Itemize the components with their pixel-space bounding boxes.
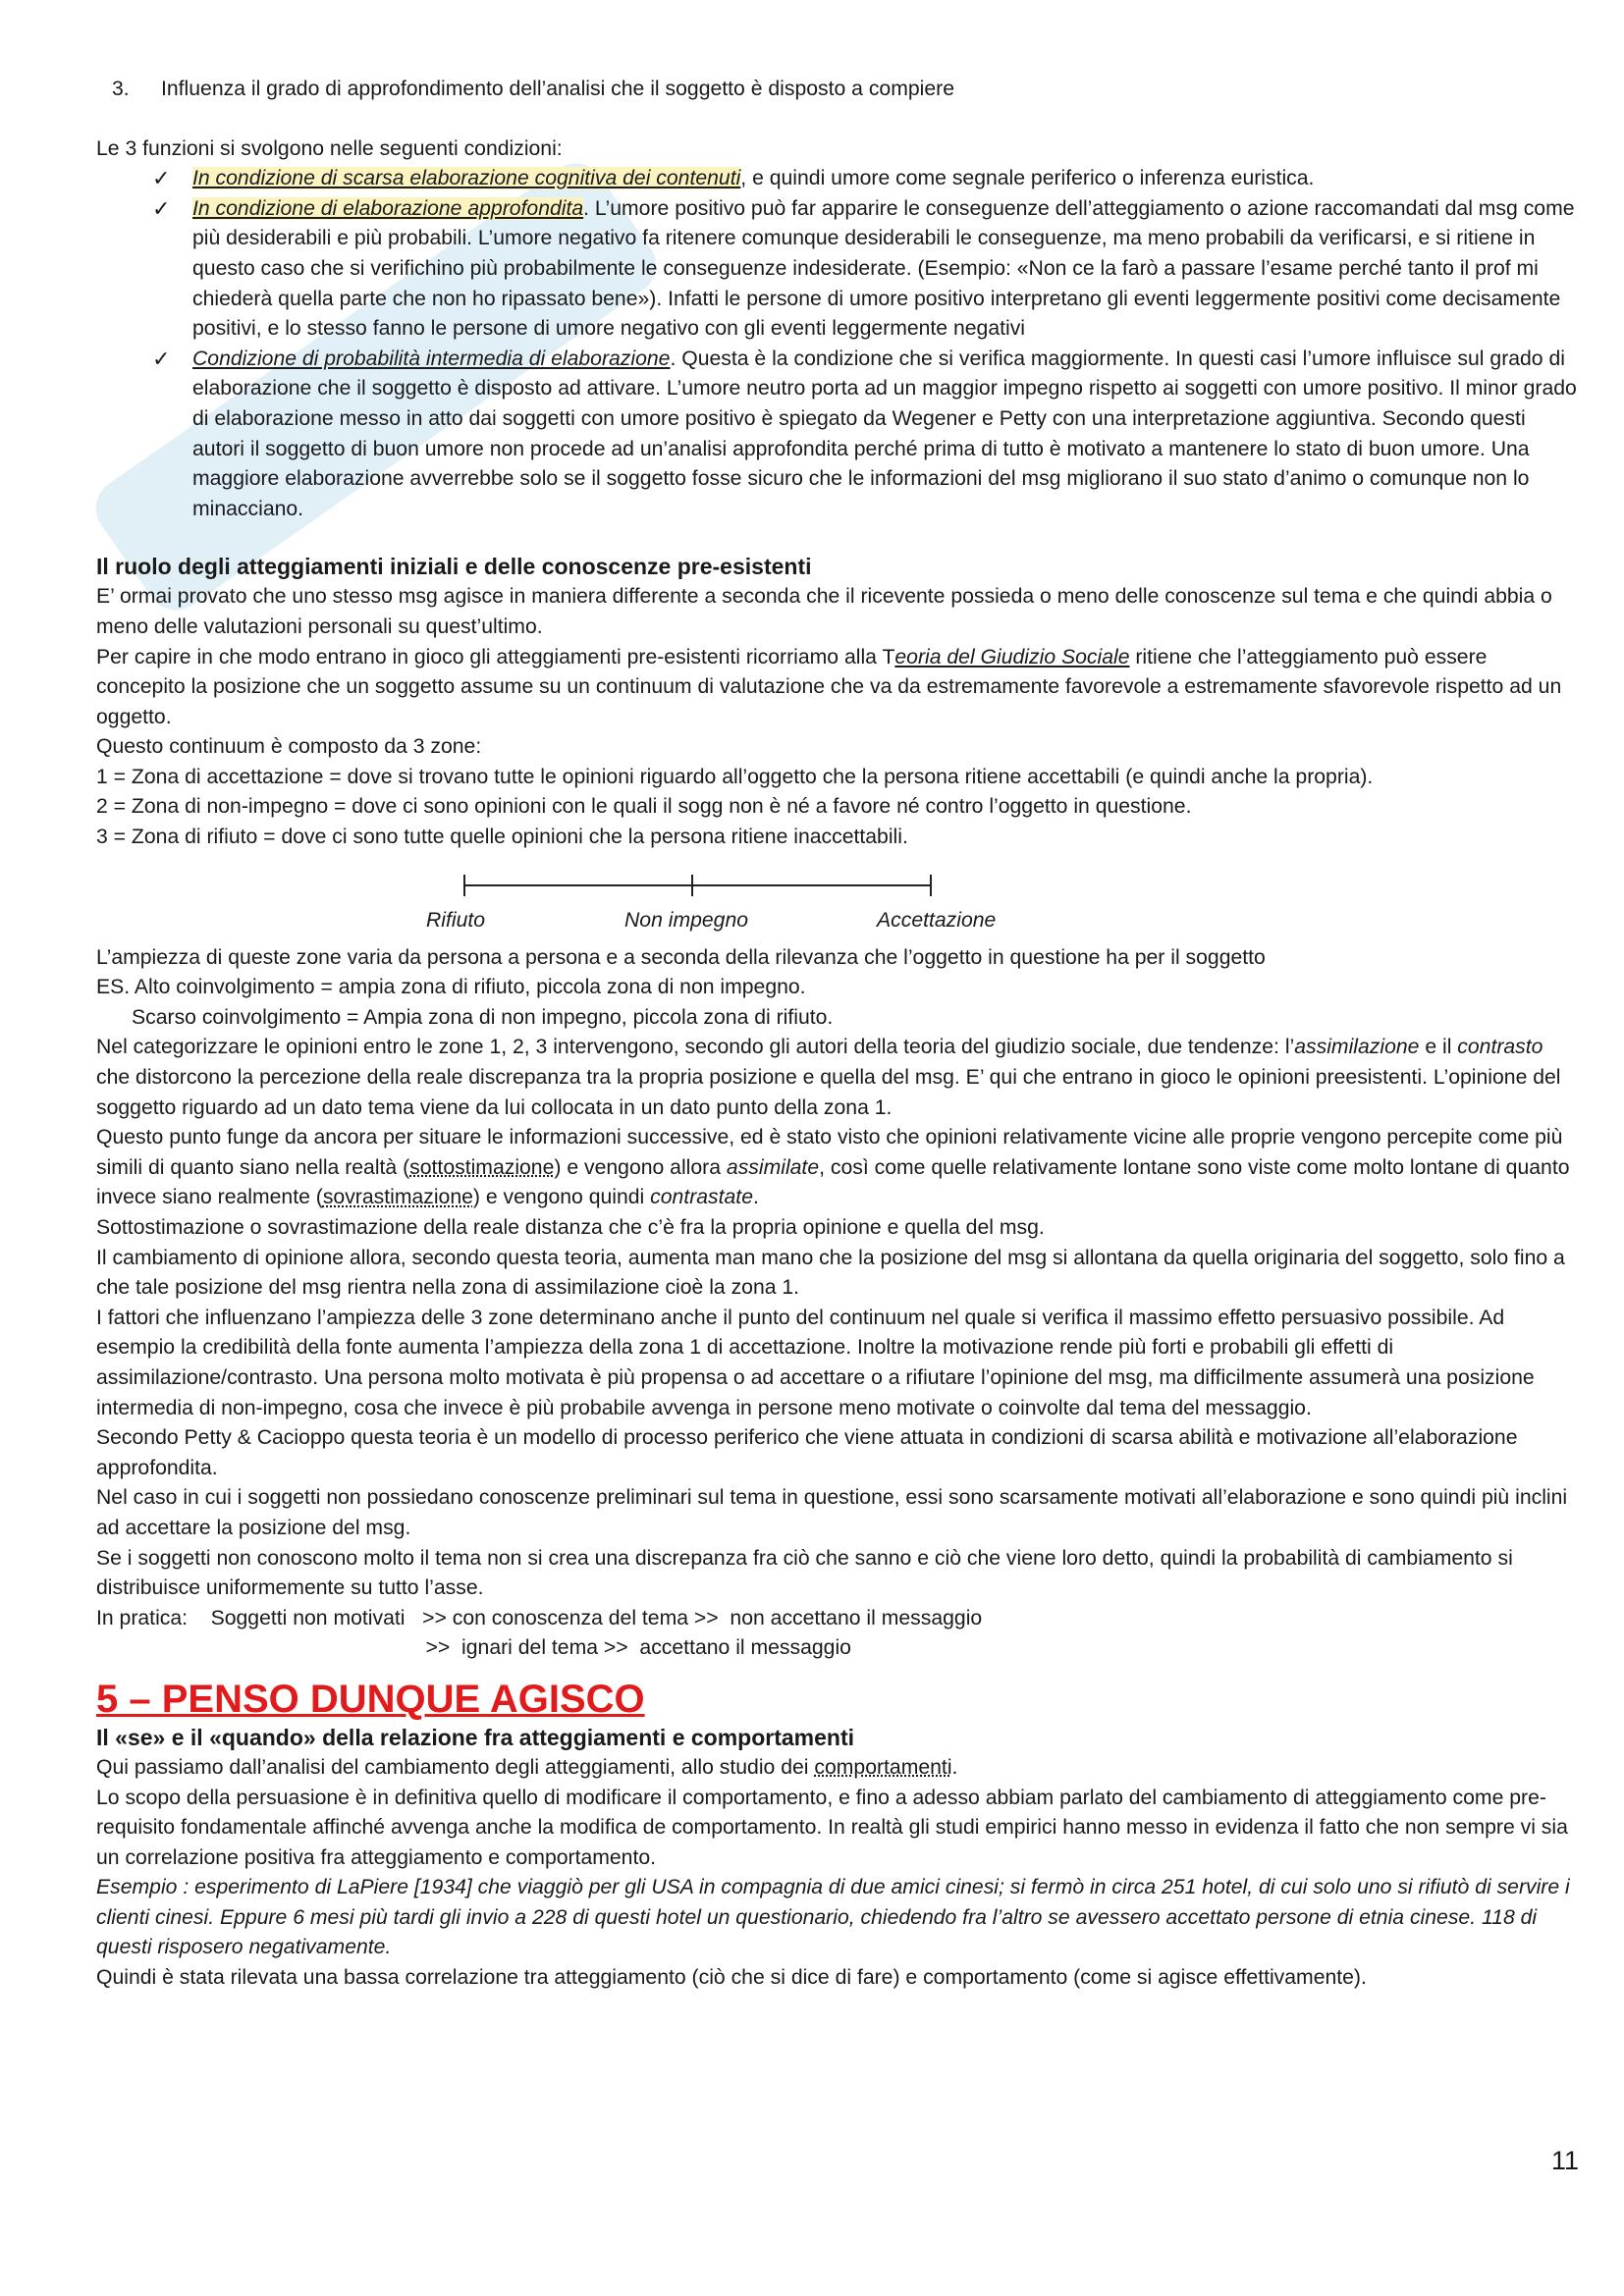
- practice-line-1: In pratica: Soggetti non motivati >> con conoscenza del tema >> non accettano il messaggio: [96, 1606, 983, 1629]
- text-run: che distorcono la percezione della reale discrepanza tra la propria posizione e quella del msg. E’ qui che entrano in gioco le opinioni preesistenti. L’opinione del soggetto riguardo ad un dato tema viene da lui collocata in un dato punto della zona 1.: [96, 1066, 1561, 1119]
- paragraph: [96, 1753, 1579, 1784]
- section-heading-ruolo: Il ruolo degli atteggiamenti iniziali e delle conoscenze pre-esistenti: [96, 554, 812, 580]
- term-assimilazione: assimilazione: [1294, 1036, 1420, 1059]
- conditions-list: [96, 164, 1579, 524]
- paragraph: [96, 1033, 1579, 1123]
- example-paragraph: Esempio : esperimento di LaPiere [1934] che viaggiò per gli USA in compagnia di due amici cinesi; si fermò in circa 251 hotel, di cui solo uno si rifiutò di servire i clienti cinesi. Eppure 6 mesi più tardi gli invio a 228 di questi hotel un questionario, chiedendo fra l’altro se avessero accettato persone di etnia cinese. 118 di questi risposero negativamente.: [96, 1876, 1570, 1959]
- condition-item: [96, 194, 1579, 345]
- text-run: Qui passiamo dall’analisi del cambiamento degli atteggiamenti, allo studio dei: [96, 1755, 815, 1779]
- example-line: Scarso coinvolgimento = Ampia zona di non impegno, piccola zona di rifiuto.: [132, 1005, 834, 1029]
- paragraph: Quindi è stata rilevata una bassa correlazione tra atteggiamento (ciò che si dice di fare) e comportamento (come si agisce effettivamente).: [96, 1966, 1367, 1990]
- condition-label: In condizione di elaborazione approfondita: [192, 196, 584, 220]
- numbered-item-3: [96, 75, 1579, 105]
- section-title-5: 5 – PENSO DUNQUE AGISCO: [96, 1677, 645, 1721]
- paragraph: E’ ormai provato che uno stesso msg agisce in maniera differente a seconda che il ricevente possieda o meno delle conoscenze sul tema e che quindi abbia o meno delle valutazioni personali su quest’ultimo.: [96, 585, 1552, 638]
- zone-2-definition: 2 = Zona di non-impegno = dove ci sono opinioni con le quali il sogg non è né a favore né contro l’oggetto in questione.: [96, 795, 1192, 819]
- item-number: 3.: [112, 78, 130, 100]
- zone-1-definition: 1 = Zona di accettazione = dove si trovano tutte le opinioni riguardo all’oggetto che la persona ritiene accettabili (e quindi anche la propria).: [96, 765, 1374, 788]
- text-run: .: [752, 1186, 759, 1209]
- paragraph: Lo scopo della persuasione è in definitiva quello di modificare il comportamento, e fino a adesso abbiam parlato del cambiamento di atteggiamento come pre-requisito fondamentale affinché avvenga anche la modifica de comportamento. In realtà gli studi empirici hanno messo in evidenza il fatto che non sempre vi sia un correlazione positiva fra atteggiamento e comportamento.: [96, 1786, 1568, 1869]
- text-run: Per capire in che modo entrano in gioco gli atteggiamenti pre-esistenti ricorriamo alla T: [96, 645, 895, 668]
- continuum-axis: [450, 871, 941, 900]
- paragraph: [96, 643, 1579, 733]
- zone-3-definition: 3 = Zona di rifiuto = dove ci sono tutte quelle opinioni che la persona ritiene inaccettabili.: [96, 826, 908, 849]
- checkmark-icon: ✓: [152, 195, 171, 221]
- page-number: 11: [1550, 2146, 1579, 2175]
- paragraph: [96, 1123, 1579, 1213]
- condition-label: Condizione di probabilità intermedia di elaborazione: [192, 347, 671, 370]
- condition-text: . Questa è la condizione che si verifica maggiormente. In questi casi l’umore influisce sul grado di elaborazione che il soggetto è disposto ad attivare. L’umore neutro porta ad un maggior impegno rispetto ai soggetti con umore positivo. Il minor grado di elaborazione messo in atto dai soggetti con umore positivo è spiegato da Wegener e Petty con una interpretazione aggiuntiva. Secondo questi autori il soggetto di buon umore non procede ad un’analisi approfondita perché prima di tutto è motivato a mantenere lo stato di buon umore. Una maggiore elaborazione avverrebbe solo se il soggetto fosse sicuro che le informazioni del msg migliorano il suo stato d’animo o comunque non lo minacciano.: [192, 347, 1577, 520]
- item-text: Influenza il grado di approfondimento dell’analisi che il soggetto è disposto a compiere: [161, 78, 954, 100]
- condition-item: [96, 164, 1579, 194]
- practice-line-2: >> ignari del tema >> accettano il messaggio: [96, 1636, 851, 1660]
- term-sovrastimazione: sovrastimazione: [322, 1186, 473, 1209]
- condition-text: , e quindi umore come segnale periferico o inferenza euristica.: [740, 167, 1315, 190]
- checkmark-icon: ✓: [152, 346, 171, 371]
- continuum-label-accettazione: Accettazione: [877, 908, 997, 932]
- paragraph: Nel caso in cui i soggetti non possiedano conoscenze preliminari sul tema in questione, essi sono scarsamente motivati all’elaborazione e sono quindi più inclini ad accettare la posizione del msg.: [96, 1486, 1568, 1539]
- paragraph: L’ampiezza di queste zone varia da persona a persona e a seconda della rilevanza che l’oggetto in questione ha per il soggetto: [96, 945, 1266, 969]
- condition-text: . L’umore positivo può far apparire le conseguenze dell’atteggiamento o azione raccomandati dal msg come più desiderabili e più probabili. L’umore negativo fa ritenere comunque desiderabili le conseguenze, ma meno probabili da verificarsi, e si ritiene in questo caso che si verifichino più probabilmente le conseguenze indesiderate. (Esempio: «Non ce la farò a passare l’esame perché tanto il prof mi chiederà quella parte che non ho ripassato bene»). Infatti le persone di umore positivo interpretano gli eventi leggermente positivi come decisamente positivi, e lo stesso fanno le persone di umore negativo con gli eventi leggermente negativi: [192, 196, 1575, 341]
- text-run: ) e vengono allora: [554, 1155, 727, 1179]
- paragraph: Secondo Petty & Cacioppo questa teoria è un modello di processo periferico che viene attuata in condizioni di scarsa abilità e motivazione all’elaborazione approfondita.: [96, 1426, 1518, 1479]
- term-comportamenti: comportamenti: [814, 1755, 952, 1779]
- section-subheading: Il «se» e il «quando» della relazione fra atteggiamenti e comportamenti: [96, 1724, 855, 1750]
- checkmark-icon: ✓: [152, 166, 171, 191]
- theory-term: eoria del Giudizio Sociale: [894, 645, 1130, 668]
- paragraph: Sottostimazione o sovrastimazione della reale distanza che c’è fra la propria opinione e quella del msg.: [96, 1216, 1045, 1239]
- term-sottostimazione: sottostimazione: [409, 1155, 555, 1179]
- paragraph: Il cambiamento di opinione allora, secondo questa teoria, aumenta man mano che la posizione del msg si allontana da quella originaria del soggetto, solo fino a che tale posizione del msg rientra nella zona di assimilazione cioè la zona 1.: [96, 1246, 1565, 1300]
- text-run: e il: [1419, 1036, 1458, 1059]
- text-run: Questo punto funge da ancora per situare le informazioni successive, ed è stato visto che opinioni relativamente vicine alle proprie vengono percepite come più simili di quanto siano nella realtà (: [96, 1126, 1563, 1179]
- term-assimilate: assimilate: [726, 1155, 820, 1179]
- example-line: ES. Alto coinvolgimento = ampia zona di rifiuto, piccola zona di non impegno.: [96, 976, 806, 999]
- term-contrasto: contrasto: [1457, 1036, 1543, 1059]
- text-run: ritiene che l’atteggiamento può essere concepito la posizione che un soggetto assume su un continuum di valutazione che va da estremamente favorevole a estremamente sfavorevole rispetto ad un oggetto.: [96, 645, 1562, 728]
- paragraph: Se i soggetti non conoscono molto il tema non si crea una discrepanza fra ciò che sanno e ciò che viene loro detto, quindi la probabilità di cambiamento si distribuisce uniformemente su tutto l’asse.: [96, 1546, 1513, 1600]
- condition-label: In condizione di scarsa elaborazione cognitiva dei contenuti: [192, 167, 741, 190]
- term-contrastate: contrastate: [650, 1186, 753, 1209]
- continuum-label-non-impegno: Non impegno: [624, 908, 749, 932]
- text-run: ) e vengono quindi: [472, 1186, 651, 1209]
- conditions-intro: Le 3 funzioni si svolgono nelle seguenti condizioni:: [96, 136, 563, 160]
- text-run: , così come quelle relativamente lontane sono viste come molto lontane di quanto invece siano realmente (: [96, 1155, 1570, 1209]
- text-run: Nel categorizzare le opinioni entro le zone 1, 2, 3 intervengono, secondo gli autori della teoria del giudizio sociale, due tendenze: l’: [96, 1036, 1295, 1059]
- text-run: .: [951, 1755, 958, 1779]
- paragraph: Questo continuum è composto da 3 zone:: [96, 735, 482, 759]
- paragraph: I fattori che influenzano l’ampiezza delle 3 zone determinano anche il punto del continuum nel quale si verifica il massimo effetto persuasivo possibile. Ad esempio la credibilità della fonte aumenta l’ampiezza della zona 1 di accettazione. Inoltre la motivazione rende più forti e probabili gli effetti di assimilazione/contrasto. Una persona molto motivata è più propensa o ad accettare o a rifiutare l’opinione del msg, ma difficilmente assumerà una posizione intermedia di non-impegno, cosa che invece è più probabile avvenga in persone meno motivate o coinvolte dal tema del messaggio.: [96, 1306, 1535, 1419]
- continuum-label-rifiuto: Rifiuto: [426, 908, 486, 932]
- document-page: [96, 75, 1579, 1994]
- continuum-diagram: [96, 853, 1579, 943]
- condition-item: [96, 345, 1579, 525]
